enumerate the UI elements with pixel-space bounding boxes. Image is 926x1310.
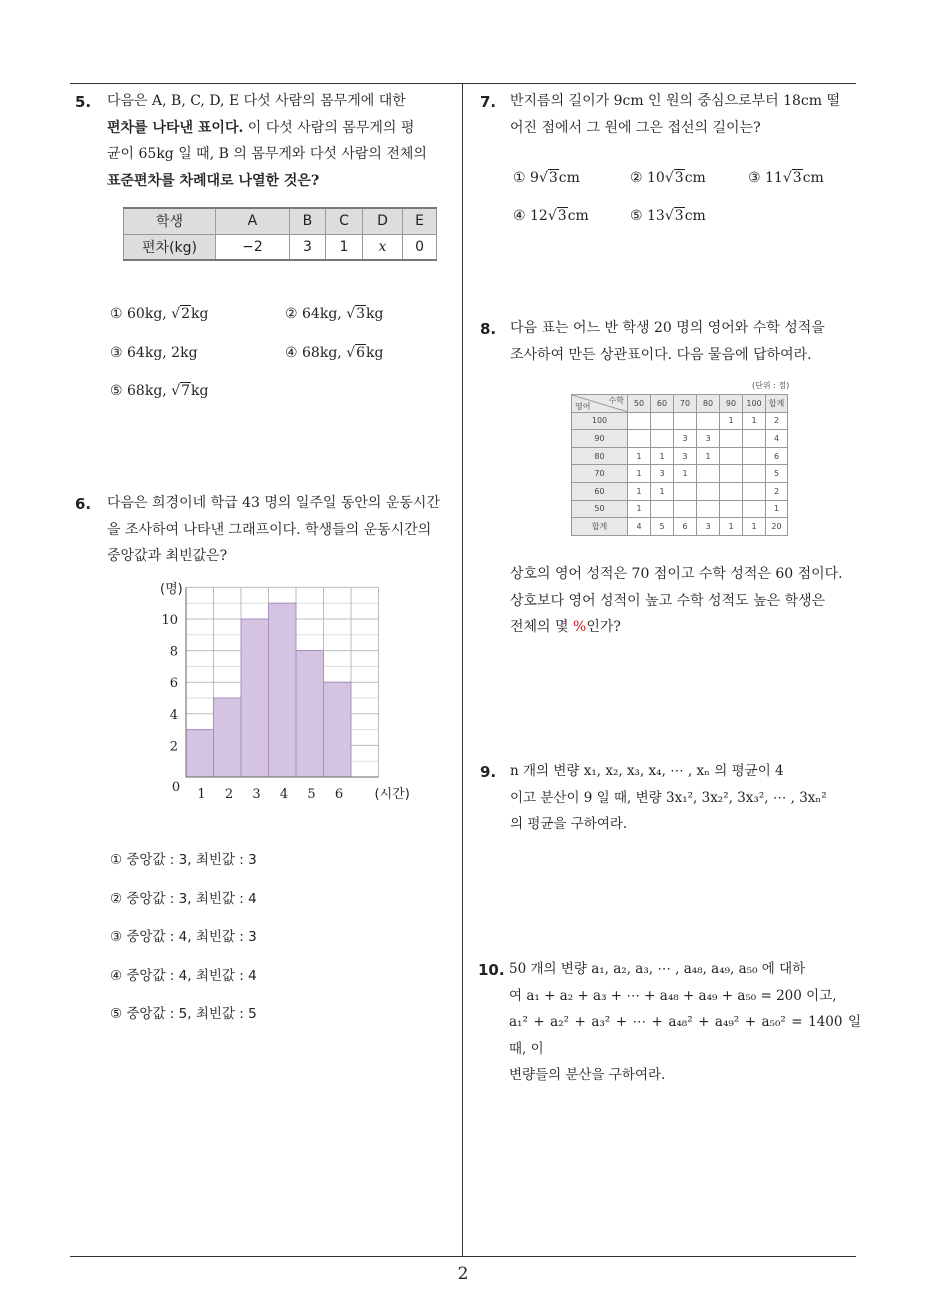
x-tick-label: 4	[279, 787, 289, 802]
text-line: 이고 분산이 9 일 때, 변량 3x₁², 3x₂², 3x₃², ⋯ , 3xₙ²	[510, 789, 827, 806]
question-text	[510, 315, 862, 368]
table-cell: 5	[651, 518, 674, 536]
table-cell	[628, 412, 651, 430]
text-span: 인가?	[586, 619, 621, 635]
table-row	[124, 234, 437, 260]
choice-text: 64kg,	[302, 306, 342, 322]
table-cell: 3	[289, 234, 325, 260]
text-line: 다음 표는 어느 반 학생 20 명의 영어와 수학 성적을	[510, 320, 825, 336]
table-cell: 1	[628, 482, 651, 500]
choice-1[interactable]	[513, 170, 580, 186]
text-line: 반지름의 길이가 9cm 인 원의 중심으로부터 18cm 떨	[510, 93, 841, 109]
table-cell: 3	[697, 518, 720, 536]
text-line: n 개의 변량 x₁, x₂, x₃, x₄, ⋯ , xₙ 의 평균이 4	[510, 763, 784, 779]
x-tick-label: 5	[307, 787, 316, 802]
sqrt-expression: √3	[664, 170, 684, 186]
coefficient: 9	[530, 170, 539, 186]
table-cell: 2	[766, 482, 788, 500]
table-cell: x	[362, 234, 402, 260]
table-header-cell: 학생	[124, 208, 216, 234]
table-header-cell: C	[326, 208, 363, 234]
question-number: 9.	[480, 763, 497, 781]
exercise-time-histogram	[150, 575, 420, 810]
text-span: 이 다섯 사람의 몸무게의 평	[243, 119, 415, 136]
choice-3[interactable]: ③ 중앙값 : 4, 최빈값 : 3	[110, 929, 257, 945]
table-cell	[651, 430, 674, 448]
choice-2[interactable]: ② 중앙값 : 3, 최빈값 : 4	[110, 891, 257, 907]
y-tick-label: 6	[169, 676, 178, 692]
table-cell: 1	[674, 465, 697, 483]
choice-mark: ⑤	[110, 383, 123, 399]
emphasis: 표준편차를 차례대로 나열한 것은?	[107, 172, 320, 189]
table-cell: 1	[766, 500, 788, 518]
table-cell: 1	[720, 412, 743, 430]
histogram-bar	[296, 651, 324, 777]
sqrt-expression: √7	[171, 383, 191, 399]
text-line: 의 평균을 구하여라.	[510, 816, 628, 832]
question-text	[510, 758, 862, 838]
table-cell	[743, 465, 766, 483]
table-header-cell: 50	[628, 395, 651, 413]
choice-mark: ②	[630, 170, 643, 186]
bottom-rule	[70, 1256, 856, 1257]
table-cell	[743, 447, 766, 465]
question-text	[510, 561, 862, 641]
choice-4[interactable]	[285, 345, 383, 361]
sqrt-expression: √2	[171, 306, 191, 322]
unit-note: (단위 : 점)	[752, 381, 790, 390]
table-header-cell: 합계	[766, 395, 788, 413]
choice-4[interactable]	[513, 208, 589, 224]
histogram-bar	[214, 698, 242, 777]
x-tick-label: 3	[252, 787, 261, 802]
table-cell: 20	[766, 518, 788, 536]
y-tick-label: 8	[169, 644, 178, 660]
choice-mark: ①	[513, 170, 526, 186]
table-cell: 1	[651, 482, 674, 500]
table-row	[572, 482, 788, 500]
radicand: 6	[356, 345, 366, 361]
coefficient: 12	[530, 208, 548, 224]
table-header-cell: 70	[674, 395, 697, 413]
choice-4[interactable]: ④ 중앙값 : 4, 최빈값 : 4	[110, 968, 257, 984]
table-cell: 1	[743, 412, 766, 430]
text-line: 50 개의 변량 a₁, a₂, a₃, ⋯ , a₄₈, a₄₉, a₅₀ 에 대하	[509, 961, 806, 977]
table-cell: 3	[674, 447, 697, 465]
table-header-cell: B	[289, 208, 325, 234]
table-cell	[743, 482, 766, 500]
choice-mark: ①	[110, 306, 123, 322]
unit: kg	[191, 383, 209, 399]
choice-2[interactable]	[285, 306, 383, 322]
histogram-bar	[241, 619, 269, 777]
corner-top-label: 수학	[608, 396, 624, 405]
radicand: 3	[674, 208, 684, 224]
table-cell	[720, 482, 743, 500]
origin-label: 0	[171, 780, 181, 795]
choice-3[interactable]	[748, 170, 824, 186]
table-cell	[651, 500, 674, 518]
text-line: 여 a₁ + a₂ + a₃ + ⋯ + a₄₈ + a₄₉ + a₅₀ = 200 이고,	[509, 987, 837, 1004]
question-text	[107, 490, 457, 570]
choice-mark: ④	[285, 345, 298, 361]
choice-text: 64kg, 2kg	[127, 345, 198, 361]
radicand: 3	[792, 170, 802, 186]
corner-bottom-label: 영어	[575, 401, 591, 411]
text-line	[107, 115, 457, 142]
question-number: 10.	[478, 961, 505, 979]
table-cell: 1	[628, 500, 651, 518]
choice-mark: ③	[110, 345, 123, 361]
table-cell	[697, 465, 720, 483]
top-rule	[70, 83, 856, 84]
table-cell: 0	[403, 234, 437, 260]
question-text	[510, 88, 862, 141]
table-corner-cell	[572, 395, 628, 413]
table-header-cell: D	[362, 208, 402, 234]
table-cell	[720, 447, 743, 465]
question-number: 6.	[75, 495, 92, 513]
text-line: 을 조사하여 나타낸 그래프이다. 학생들의 운동시간의	[107, 521, 432, 538]
table-cell	[674, 482, 697, 500]
table-cell	[674, 500, 697, 518]
x-tick-label: 1	[197, 787, 206, 802]
text-line: a₁² + a₂² + a₃² + ⋯ + a₄₈² + a₄₉² + a₅₀² = 1400 일 때, 이	[509, 1014, 861, 1057]
coefficient: 13	[647, 208, 665, 224]
choice-2[interactable]	[630, 170, 706, 186]
page-number: 2	[457, 1264, 469, 1284]
unit: kg	[366, 306, 384, 322]
table-cell: 1	[628, 447, 651, 465]
column-divider	[462, 83, 463, 1257]
sqrt-expression: √3	[538, 170, 558, 186]
radicand: 2	[181, 306, 191, 322]
table-row	[572, 430, 788, 448]
y-tick-label: 10	[161, 613, 178, 628]
histogram-bar	[269, 603, 297, 777]
coefficient: 11	[765, 170, 783, 186]
text-line: 상호보다 영어 성적이 높고 수학 성적도 높은 학생은	[510, 592, 826, 609]
histogram-bar	[186, 730, 214, 777]
table-row-label: 80	[572, 447, 628, 465]
table-header-row	[124, 208, 437, 234]
table-row-label: 70	[572, 465, 628, 483]
table-row-label: 합계	[572, 518, 628, 536]
text-line: 다음은 희경이네 학급 43 명의 일주일 동안의 운동시간	[107, 495, 440, 511]
table-row	[572, 518, 788, 536]
choice-3[interactable]	[110, 345, 198, 361]
choice-1[interactable]	[110, 306, 208, 322]
correlation-table	[571, 394, 788, 536]
table-cell: 5	[766, 465, 788, 483]
choice-mark: ⑤	[630, 208, 643, 224]
unit: cm	[684, 170, 706, 186]
choice-mark: ④	[513, 208, 526, 224]
table-cell	[720, 430, 743, 448]
choice-5[interactable]: ⑤ 중앙값 : 5, 최빈값 : 5	[110, 1006, 257, 1022]
table-header-cell: 100	[743, 395, 766, 413]
table-header-row	[572, 395, 788, 413]
text-line: 다음은 A, B, C, D, E 다섯 사람의 몸무게에 대한	[107, 93, 406, 109]
text-line	[107, 168, 457, 195]
table-row-label: 50	[572, 500, 628, 518]
text-line: 변량들의 분산을 구하여라.	[509, 1067, 666, 1083]
text-line: 중앙값과 최빈값은?	[107, 548, 228, 564]
x-axis-label: (시간)	[374, 787, 410, 802]
table-cell: 4	[628, 518, 651, 536]
question-text	[107, 88, 457, 194]
text-line: 균이 65kg 일 때, B 의 몸무게와 다섯 사람의 전체의	[107, 146, 427, 162]
table-cell: 6	[766, 447, 788, 465]
table-cell	[628, 430, 651, 448]
table-row-label: 편차(kg)	[124, 234, 216, 260]
y-tick-label: 4	[169, 707, 178, 723]
table-cell: 3	[674, 430, 697, 448]
correlation-table-body	[572, 412, 788, 535]
unit: cm	[567, 208, 589, 224]
choice-mark: ③	[748, 170, 761, 186]
radicand: 3	[674, 170, 684, 186]
table-row-label: 90	[572, 430, 628, 448]
question-text	[509, 956, 861, 1089]
text-line: 조사하여 만든 상관표이다. 다음 물음에 답하여라.	[510, 346, 812, 363]
histogram-bar	[324, 682, 352, 777]
y-tick-label: 2	[169, 739, 178, 755]
choice-5[interactable]	[110, 383, 208, 399]
choice-5[interactable]	[630, 208, 706, 224]
sqrt-expression: √3	[346, 306, 366, 322]
table-cell: 1	[651, 447, 674, 465]
table-row-label: 60	[572, 482, 628, 500]
table-cell	[720, 465, 743, 483]
y-axis-label: (명)	[160, 582, 183, 597]
question-number: 5.	[75, 93, 92, 111]
table-row	[572, 500, 788, 518]
table-cell: 1	[743, 518, 766, 536]
choice-text: 68kg,	[127, 383, 167, 399]
table-cell	[743, 500, 766, 518]
table-cell: 1	[628, 465, 651, 483]
table-cell: 1	[720, 518, 743, 536]
percent-symbol: %	[573, 619, 587, 635]
x-tick-label: 2	[224, 787, 234, 802]
text-span: 전체의 몇	[510, 619, 573, 635]
table-header-cell: 60	[651, 395, 674, 413]
table-header-cell: 90	[720, 395, 743, 413]
table-cell: −2	[216, 234, 290, 260]
table-header-cell: 80	[697, 395, 720, 413]
table-cell: 4	[766, 430, 788, 448]
table-cell: 6	[674, 518, 697, 536]
table-cell: 3	[651, 465, 674, 483]
table-cell	[697, 412, 720, 430]
unit: cm	[558, 170, 580, 186]
text-line: 어진 점에서 그 원에 그은 접선의 길이는?	[510, 119, 761, 136]
table-row	[572, 412, 788, 430]
table-row-label: 100	[572, 412, 628, 430]
choice-mark: ②	[285, 306, 298, 322]
text-line	[510, 614, 862, 641]
unit: cm	[684, 208, 706, 224]
table-row	[572, 447, 788, 465]
table-cell	[674, 412, 697, 430]
choice-text: 60kg,	[127, 306, 167, 322]
table-cell: 3	[697, 430, 720, 448]
table-header-cell: E	[403, 208, 437, 234]
question-number: 8.	[480, 320, 497, 338]
table-cell	[720, 500, 743, 518]
question-number: 7.	[480, 93, 497, 111]
emphasis: 편차를 나타낸 표이다.	[107, 119, 244, 136]
choice-1[interactable]: ① 중앙값 : 3, 최빈값 : 3	[110, 852, 257, 868]
choice-text: 68kg,	[302, 345, 342, 361]
sqrt-expression: √3	[547, 208, 567, 224]
radicand: 7	[181, 383, 191, 399]
table-cell	[697, 500, 720, 518]
radicand: 3	[557, 208, 567, 224]
sqrt-expression: √3	[664, 208, 684, 224]
x-tick-label: 6	[334, 787, 344, 802]
unit: cm	[802, 170, 824, 186]
coefficient: 10	[647, 170, 665, 186]
radicand: 3	[548, 170, 558, 186]
radicand: 3	[356, 306, 366, 322]
table-cell	[743, 430, 766, 448]
sqrt-expression: √3	[782, 170, 802, 186]
table-cell: 2	[766, 412, 788, 430]
table-row	[572, 465, 788, 483]
text-line: 상호의 영어 성적은 70 점이고 수학 성적은 60 점이다.	[510, 566, 843, 582]
deviation-table	[123, 207, 437, 261]
table-cell	[697, 482, 720, 500]
table-cell: 1	[697, 447, 720, 465]
table-header-cell: A	[216, 208, 290, 234]
table-cell	[651, 412, 674, 430]
sqrt-expression: √6	[346, 345, 366, 361]
table-cell: 1	[326, 234, 363, 260]
unit: kg	[366, 345, 384, 361]
unit: kg	[191, 306, 209, 322]
